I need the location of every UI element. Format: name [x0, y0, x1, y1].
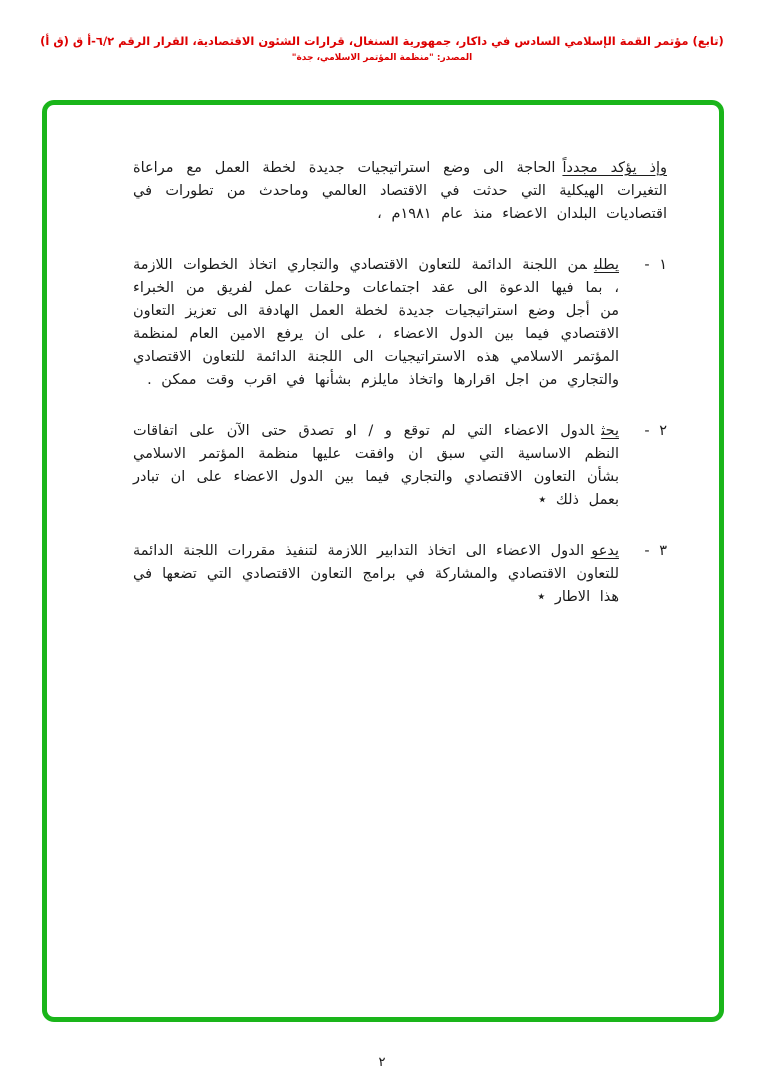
item-text: الدول الاعضاء التي لم توقع و / او تصدق حتى الآن على اتفاقات النظم الاساسية التي سبق ان وافقت عليها منظمة المؤتمر الاسلامي بشأن التعاون الاقتصادي والتجاري فيما بين الدول الاعضاء على ان تبادر بعمل ذلك ٭ — [133, 423, 619, 508]
document-body-text — [133, 157, 667, 609]
resolution-item — [133, 540, 667, 609]
item-text: الدول الاعضاء الى اتخاذ التدابير اللازمة لتنفيذ مقررات اللجنة الدائمة للتعاون الاقتصادي والمشاركة في برامج التعاون الاقتصادي التي تضعها في هذا الاطار ٭ — [133, 543, 619, 605]
citation-title: (تابع) مؤتمر القمة الإسلامي السادس في داكار، جمهورية السنغال، قرارات الشئون الاقتصادية، القرار الرقم ٦/٢-أ ق (ق أ) — [40, 34, 724, 48]
item-number: ٣ - — [644, 543, 667, 559]
header-citation — [10, 34, 754, 63]
page-number: ٢ — [378, 1055, 386, 1070]
item-body — [133, 420, 619, 512]
item-lead: يدعو — [591, 543, 619, 559]
item-body — [133, 540, 619, 609]
resolution-item — [133, 420, 667, 512]
resolution-item — [133, 254, 667, 392]
scanned-document-frame — [42, 100, 724, 1022]
item-body — [133, 254, 619, 392]
preamble-paragraph — [133, 157, 667, 226]
preamble-rest: الحاجة الى وضع استراتيجيات جديدة لخطة العمل مع مراعاة التغيرات الهيكلية التي حدثت في الاقتصاد العالمي وماحدث من تطورات في اقتصاديات البلدان الاعضاء منذ عام ١٩٨١م ، — [133, 160, 667, 222]
item-lead: يحث — [601, 423, 619, 439]
item-text: من اللجنة الدائمة للتعاون الاقتصادي والتجاري اتخاذ الخطوات اللازمة ، بما فيها الدعوة الى عقد اجتماعات وحلقات عمل لفريق من الخبراء من أجل وضع استراتيجيات جديدة لخطة العمل الهادفة الى تعزيز التعاون الاقتصادي فيما بين الدول الاعضاء ، على ان يرفع الامين العام لمنظمة المؤتمر الاسلامي هذه الاستراتيجيات الى اللجنة الدائمة للتعاون الاقتصادي والتجاري من اجل اقرارها واتخاذ مايلزم بشأنها في اقرب وقت ممكن . — [133, 257, 619, 388]
item-number: ١ - — [644, 257, 667, 273]
item-number: ٢ - — [644, 423, 667, 439]
preamble-lead: وإذ يؤكد مجدداً — [562, 160, 667, 176]
item-lead: يطلب — [593, 257, 619, 273]
source-line: المصدر: "منظمة المؤتمر الاسلامي، جدة" — [291, 53, 473, 63]
